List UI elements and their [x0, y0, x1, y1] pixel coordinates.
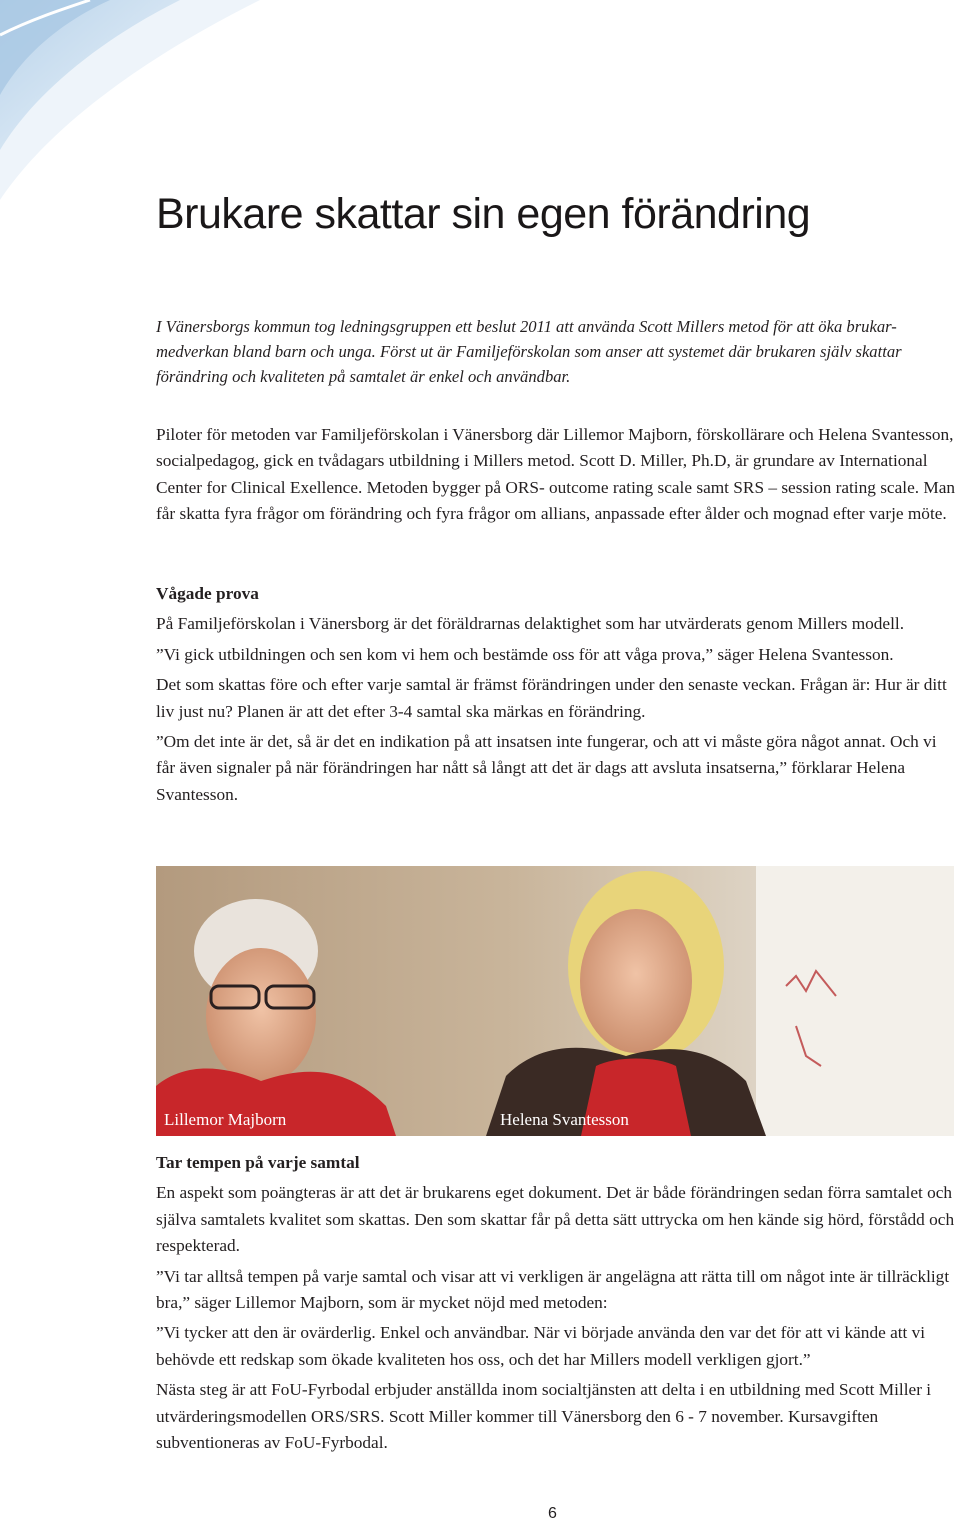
- section-heading: Vågade prova: [156, 584, 259, 603]
- section-tar-tempen: [156, 1150, 956, 1460]
- header-decoration: [0, 0, 960, 200]
- paragraph: ”Vi gick utbildningen och sen kom vi hem och bestämde oss för att våga prova,” säger Helena Svantesson.: [156, 644, 894, 664]
- photo-caption-right: Helena Svantesson: [500, 1110, 629, 1129]
- interview-photo: [156, 866, 954, 1136]
- paragraph: ”Vi tar alltså tempen på varje samtal och visar att vi verkligen är angelägna att rätta till om något inte är tillräckligt bra,” säger Lillemor Majborn, som är mycket nöjd med metoden:: [156, 1266, 950, 1313]
- paragraph: På Familjeförskolan i Vänersborg är det föräldrarnas delaktighet som har utvärderats genom Millers modell.: [156, 614, 905, 634]
- intro-paragraph: [156, 422, 956, 532]
- page-number: 6: [548, 1505, 557, 1522]
- article-lead: I Vänersborgs kommun tog ledningsgruppen ett beslut 2011 att använda Scott Millers metod för att öka brukar-medverkan bland barn och unga. Först ut är Familjeförskolan som anser att systemet där brukaren själv skattar förändring och kvaliteten på samtalet är enkel och användbar.: [156, 317, 902, 386]
- section-heading: Tar tempen på varje samtal: [156, 1153, 360, 1172]
- photo-caption-left: Lillemor Majborn: [164, 1110, 287, 1129]
- article-title: Brukare skattar sin egen förändring: [156, 190, 811, 238]
- intro-text: Piloter för metoden var Familjeförskolan i Vänersborg där Lillemor Majborn, förskollärare och Helena Svantesson, socialpedagog, gick en tvådagars utbildning i Millers metod. Scott D. Miller, Ph.D, är grundare av International Center for Clinical Exellence. Metoden bygger på ORS- outcome rating scale samt SRS – session rating scale. Man får skatta fyra frågor om förändring och fyra frågor om allians, anpassade efter ålder och mognad efter varje möte.: [156, 425, 956, 524]
- paragraph: En aspekt som poängteras är att det är brukarens eget dokument. Det är både förändringen sedan förra samtalet och själva samtalets kvalitet som skattas. Den som skattar får på detta sätt uttrycka om hen kände sig hörd, förstådd och respekterad.: [156, 1183, 955, 1256]
- section-vagade-prova: [156, 581, 956, 812]
- paragraph: Det som skattas före och efter varje samtal är främst förändringen under den senaste veckan. Frågan är: Hur är ditt liv just nu? Planen är att det efter 3-4 samtal ska märkas en förändring.: [156, 675, 947, 721]
- paragraph: ”Vi tycker att den är ovärderlig. Enkel och användbar. När vi började använda den var det för att vi kände att vi behövde ett redskap som ökade kvaliteten hos oss, och det har Millers modell verkligen gjort.”: [156, 1323, 926, 1369]
- paragraph: ”Om det inte är det, så är det en indikation på att insatsen inte fungerar, och att vi måste göra något annat. Och vi får även signaler på när förändringen har nått så långt att det är dags att avsluta insatserna,” förklarar Helena Svantesson.: [156, 732, 937, 804]
- paragraph: Nästa steg är att FoU-Fyrbodal erbjuder anställda inom socialtjänsten att delta i en utbildning med Scott Miller i utvärderingsmodellen ORS/SRS. Scott Miller kommer till Vänersborg den 6 - 7 november. Kursavgiften subventioneras av FoU-Fyrbodal.: [156, 1380, 932, 1453]
